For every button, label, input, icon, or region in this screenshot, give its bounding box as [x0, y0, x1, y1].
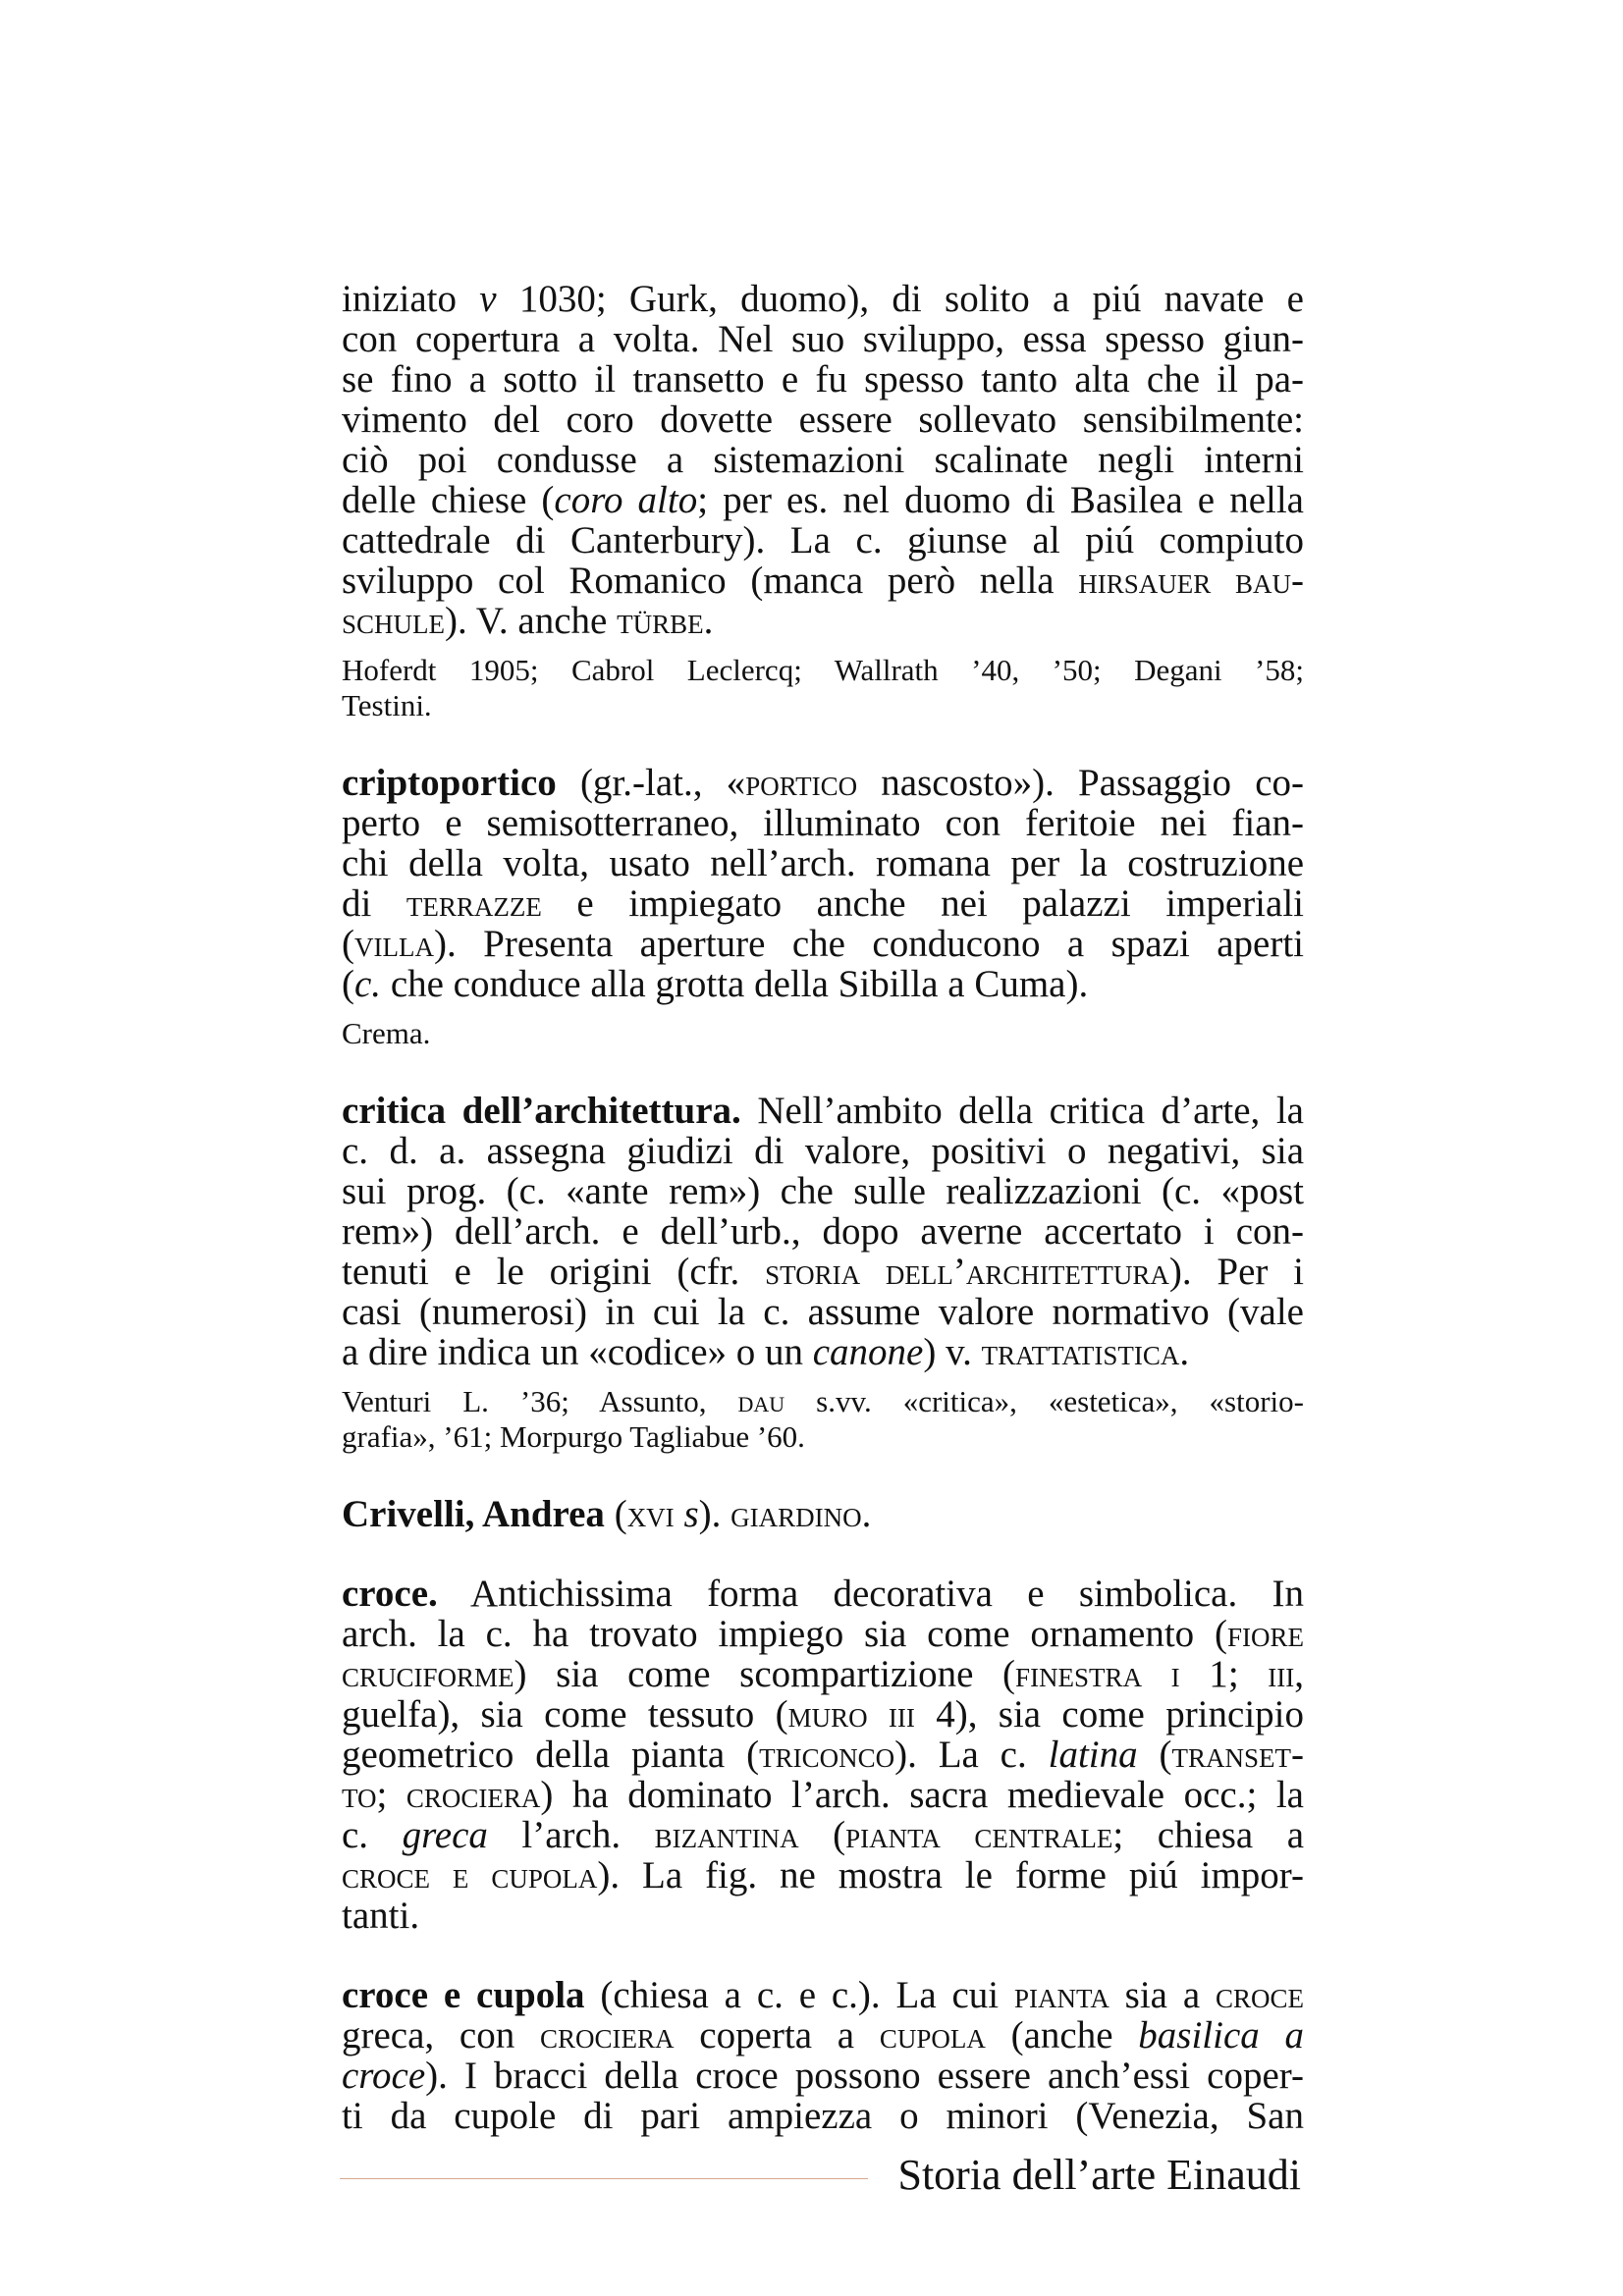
dictionary-entry-croce-e-cupola — [342, 1975, 1304, 2136]
text-run: coro alto — [554, 479, 698, 521]
text-run: ). I bracci della croce possono essere anch’essi coper- — [425, 2055, 1304, 2097]
text-line — [342, 1975, 1304, 2015]
text-run: 4), sia come principio — [914, 1693, 1304, 1735]
text-line — [342, 843, 1304, 883]
text-run: greca, con — [342, 2014, 540, 2056]
text-run: c. — [354, 963, 382, 1005]
text-line — [342, 803, 1304, 843]
text-run: iniziato — [342, 278, 480, 320]
text-run: ti da cupole di pari ampiezza o minori (Venezia, San — [342, 2095, 1304, 2137]
text-run: ). Presenta aperture che conducono a spazi aperti — [433, 923, 1304, 965]
text-run: ) v. — [923, 1331, 982, 1373]
text-run: ; — [376, 1774, 406, 1816]
text-run: . — [861, 1493, 872, 1535]
text-line — [342, 2056, 1304, 2096]
text-run: cruciforme — [342, 1653, 514, 1695]
text-run: terrazze — [406, 882, 542, 925]
text-run: c. d. a. assegna giudizi di valore, positivi o negativi, sia — [342, 1130, 1304, 1172]
text-run: crociera — [406, 1774, 541, 1816]
entry-body — [342, 1091, 1304, 1372]
text-line — [342, 601, 1304, 641]
dictionary-entry-cripta — [342, 279, 1304, 723]
text-run: ; — [1227, 1653, 1269, 1695]
text-run: triconco — [759, 1734, 895, 1776]
text-line — [342, 1574, 1304, 1614]
text-run: schule — [342, 600, 446, 642]
text-run: sia a — [1109, 1974, 1216, 2016]
text-run: ) sia come scompartizione ( — [514, 1653, 1016, 1695]
text-run: (chiesa a c. e c.). La cui — [584, 1974, 1014, 2016]
text-run: nascosto»). Passaggio co- — [857, 762, 1304, 804]
text-line — [342, 1171, 1304, 1211]
text-run: chi della volta, usato nell’arch. romana per la costruzione — [342, 842, 1304, 884]
text-line — [342, 1332, 1304, 1372]
text-run: portico — [745, 762, 858, 804]
text-run: to — [342, 1774, 377, 1816]
entry-headword: croce. — [342, 1573, 438, 1615]
text-run: Crema. — [342, 1016, 431, 1050]
text-run: casi (numerosi) in cui la c. assume valore normativo (vale — [342, 1291, 1304, 1333]
text-run: latina — [1048, 1734, 1138, 1776]
text-run: storia dell’architettura — [765, 1251, 1169, 1293]
entry-bibliography — [342, 1384, 1304, 1455]
entry-body — [342, 279, 1304, 641]
text-run: s — [683, 1493, 699, 1535]
text-run: bizantina — [654, 1814, 799, 1856]
text-run: ; chiesa a — [1112, 1814, 1305, 1856]
text-run: fiore — [1226, 1613, 1304, 1655]
text-run: vimento del coro dovette essere sollevato sensibilmente: — [342, 399, 1304, 441]
text-line — [342, 2015, 1304, 2056]
dictionary-column — [342, 279, 1304, 2136]
text-run: transet- — [1171, 1734, 1304, 1776]
text-run: ( — [798, 1814, 846, 1856]
text-line — [342, 1131, 1304, 1171]
text-line — [342, 1252, 1304, 1292]
text-run: e impiegato anche nei palazzi imperiali — [541, 882, 1304, 925]
text-run: arch. la c. ha trovato impiego sia come ornamento ( — [342, 1613, 1227, 1655]
text-line — [342, 1016, 1304, 1051]
text-line — [342, 2096, 1304, 2136]
text-run: ). — [698, 1493, 731, 1535]
text-line — [342, 1654, 1304, 1694]
text-run: grafia», ’61; Morpurgo Tagliabue ’60. — [342, 1419, 805, 1454]
text-run — [675, 1493, 684, 1535]
dictionary-entry-critica — [342, 1091, 1304, 1455]
entry-headword: croce e cupola — [342, 1974, 585, 2016]
text-line — [342, 1694, 1304, 1735]
text-run: croce — [1215, 1974, 1305, 2016]
text-run: iii — [1268, 1653, 1295, 1695]
text-line — [342, 1384, 1304, 1419]
text-line — [342, 1292, 1304, 1332]
text-run: finestra i 1 — [1015, 1653, 1228, 1695]
dictionary-entry-criptoportico — [342, 763, 1304, 1051]
text-run: , — [1294, 1653, 1305, 1695]
text-line — [342, 763, 1304, 803]
entry-gap — [342, 1455, 1304, 1494]
text-run: geometrico della pianta ( — [342, 1734, 760, 1776]
text-run: xvi — [626, 1493, 675, 1535]
text-line — [342, 1494, 1304, 1534]
text-run: (gr.-lat., « — [556, 762, 746, 804]
text-run: con copertura a volta. Nel suo sviluppo, essa spesso giun- — [342, 318, 1304, 360]
text-run: perto e semisotterraneo, illuminato con feritoie nei fian- — [342, 802, 1304, 844]
text-run: sui prog. (c. «ante rem») che sulle realizzazioni (c. «post — [342, 1170, 1304, 1212]
text-line — [342, 1855, 1304, 1896]
text-run: sviluppo col Romanico (manca però nella — [342, 560, 1079, 602]
entry-headword: Crivelli, Andrea — [342, 1493, 605, 1535]
text-run: crociera — [539, 2014, 675, 2056]
text-run: ( — [342, 923, 354, 965]
entry-headword: critica dell’architettura. — [342, 1090, 741, 1132]
text-run: v — [479, 278, 497, 320]
text-run: coperta a — [674, 2014, 880, 2056]
text-run: canone — [812, 1331, 924, 1373]
text-line — [342, 653, 1304, 688]
dictionary-entry-crivelli — [342, 1494, 1304, 1534]
text-run: a dire indica un «codice» o un — [342, 1331, 813, 1373]
entry-body — [342, 763, 1304, 1004]
text-line — [342, 400, 1304, 440]
text-run: che conduce alla grotta della Sibilla a Cuma). — [381, 963, 1089, 1005]
text-run: trattatistica — [981, 1331, 1180, 1373]
text-run: basilica a — [1138, 2014, 1305, 2056]
text-run: guelfa), sia come tessuto ( — [342, 1693, 788, 1735]
text-run: se fino a sotto il transetto e fu spesso tanto alta che il pa- — [342, 358, 1304, 400]
entry-bibliography — [342, 1016, 1304, 1051]
entry-gap — [342, 1936, 1304, 1975]
text-run: ) ha dominato l’arch. sacra medievale occ.; la — [540, 1774, 1304, 1816]
dictionary-entry-croce — [342, 1574, 1304, 1936]
text-line — [342, 1091, 1304, 1131]
text-run: s.vv. «critica», «estetica», «storio- — [784, 1384, 1304, 1418]
text-run: rem») dell’arch. e dell’urb., dopo averne accertato i con- — [342, 1210, 1304, 1253]
text-run: muro iii — [787, 1693, 915, 1735]
text-run: (anche — [985, 2014, 1139, 2056]
text-line — [342, 1614, 1304, 1654]
text-line — [342, 924, 1304, 964]
text-line — [342, 480, 1304, 520]
text-run: c. — [342, 1814, 403, 1856]
text-line — [342, 688, 1304, 723]
text-run: ). V. anche — [445, 600, 618, 642]
text-run: ). Per i — [1168, 1251, 1305, 1293]
entry-bibliography — [342, 653, 1304, 723]
text-run: ; per es. nel duomo di Basilea e nella — [697, 479, 1304, 521]
text-line — [342, 883, 1304, 924]
text-run: ( — [604, 1493, 627, 1535]
text-line — [342, 1419, 1304, 1455]
entry-headword: criptoportico — [342, 762, 557, 804]
text-run: hirsauer bau- — [1078, 560, 1304, 602]
text-line — [342, 1211, 1304, 1252]
footer-publisher: Storia dell’arte Einaudi — [897, 2151, 1301, 2199]
text-run: ( — [1137, 1734, 1172, 1776]
text-run: türbe — [617, 600, 704, 642]
text-run: cupola — [879, 2014, 986, 2056]
text-run: ). La fig. ne mostra le forme piú impor- — [597, 1854, 1304, 1896]
entry-body — [342, 1975, 1304, 2136]
text-line — [342, 561, 1304, 601]
text-run: di — [342, 882, 406, 925]
text-run: cattedrale di Canterbury). La c. giunse al piú compiuto — [342, 519, 1304, 561]
entry-gap — [342, 1534, 1304, 1574]
entry-body — [342, 1574, 1304, 1936]
text-line — [342, 359, 1304, 400]
text-line — [342, 1775, 1304, 1815]
text-run: croce e cupola — [342, 1854, 598, 1896]
text-run: . — [1179, 1331, 1190, 1373]
text-line — [342, 1815, 1304, 1855]
text-run: 1030; Gurk, duomo), di solito a piú navate e — [496, 278, 1304, 320]
text-run: pianta — [1013, 1974, 1109, 2016]
text-line — [342, 520, 1304, 561]
text-run: Antichissima forma decorativa e simbolica. In — [437, 1573, 1304, 1615]
text-run: croce — [342, 2055, 426, 2097]
text-run: delle chiese ( — [342, 479, 555, 521]
text-line — [342, 279, 1304, 319]
entry-body — [342, 1494, 1304, 1534]
entry-gap — [342, 1051, 1304, 1091]
text-run: ( — [342, 963, 354, 1005]
footer-rule — [340, 2178, 868, 2179]
text-run: tanti. — [342, 1895, 420, 1937]
text-run: l’arch. — [487, 1814, 655, 1856]
text-run: Venturi L. ’36; Assunto, — [342, 1384, 738, 1418]
entry-gap — [342, 723, 1304, 763]
text-run: greca — [402, 1814, 488, 1856]
text-line — [342, 1896, 1304, 1936]
text-run: giardino — [730, 1493, 862, 1535]
text-run: Nell’ambito della critica d’arte, la — [740, 1090, 1304, 1132]
text-run: Testini. — [342, 688, 432, 722]
text-run: pianta centrale — [845, 1814, 1113, 1856]
text-line — [342, 1735, 1304, 1775]
text-run: . — [703, 600, 714, 642]
text-run: dau — [737, 1384, 785, 1418]
text-run: ). La c. — [894, 1734, 1049, 1776]
text-run: ciò poi condusse a sistemazioni scalinate negli interni — [342, 439, 1304, 481]
text-run: villa — [354, 923, 434, 965]
text-line — [342, 964, 1304, 1004]
text-run: Hoferdt 1905; Cabrol Leclercq; Wallrath ’40, ’50; Degani ’58; — [342, 653, 1304, 687]
text-run: tenuti e le origini (cfr. — [342, 1251, 766, 1293]
text-line — [342, 440, 1304, 480]
text-line — [342, 319, 1304, 359]
